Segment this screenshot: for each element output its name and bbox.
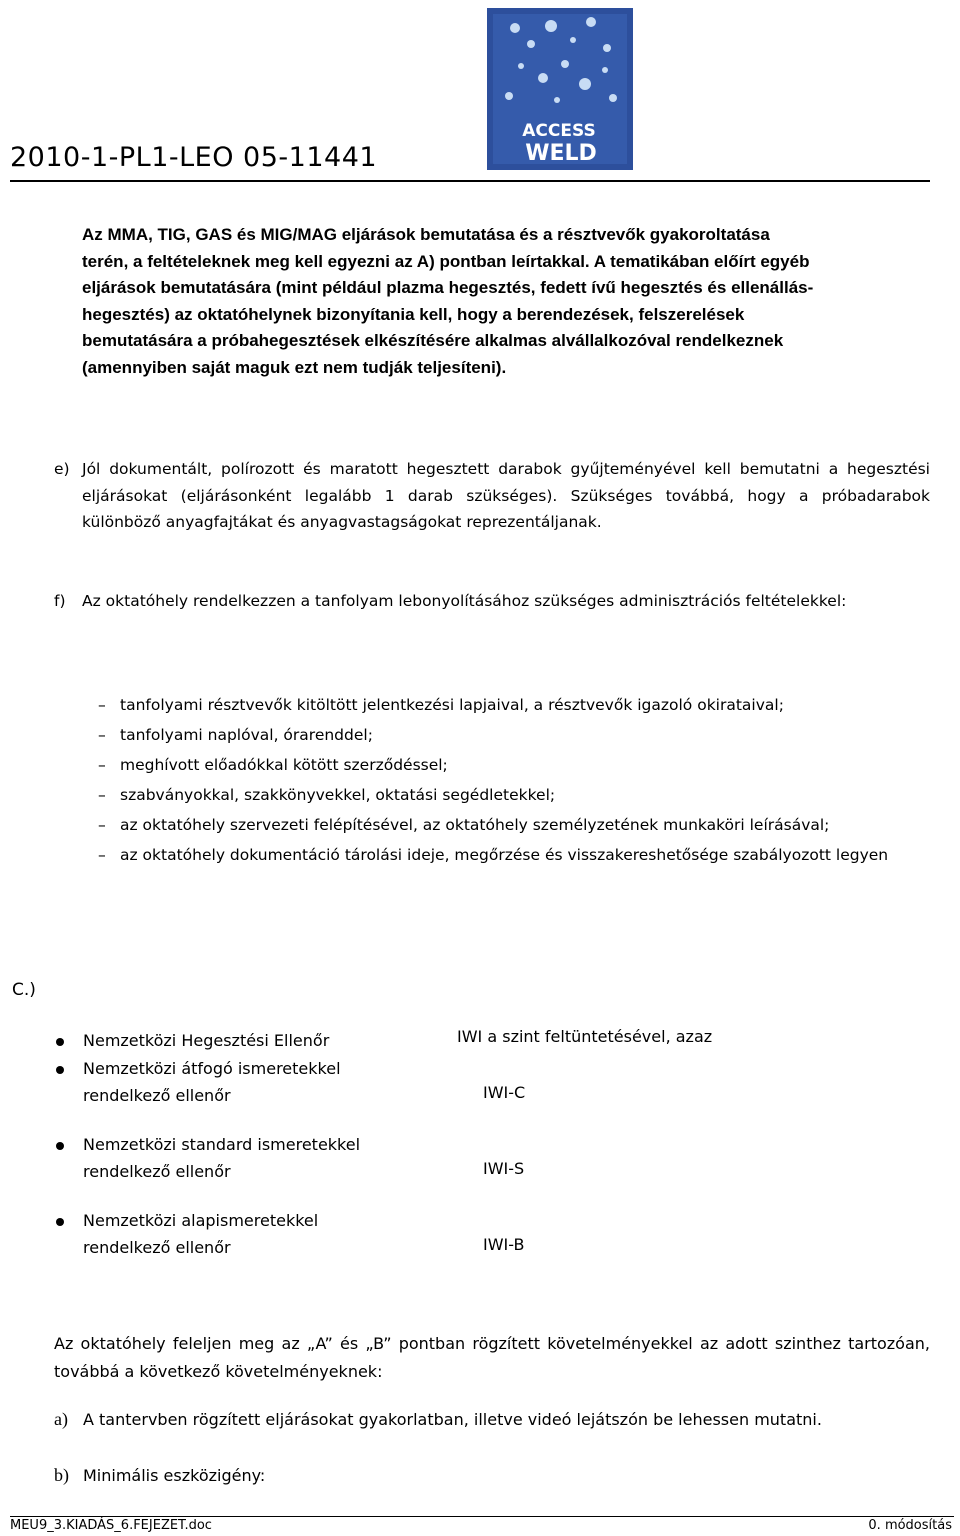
intro-paragraph [82,222,930,381]
closing-paragraph: Az oktatóhely feleljen meg az „A” és „B” pontban rögzített követelményekkel az adott szinthez tartozóan, továbbá a következő követelményeknek: [54,1334,930,1381]
closing-item-b-marker: b) [54,1465,69,1485]
item-f [54,588,930,615]
bullet-dot-icon [56,1038,64,1046]
section-c-label: C.) [12,980,36,1000]
intro-line-5: bemutatására a próbahegesztések elkészítésére alkalmas alvállalkozóval rendelkeznek [82,331,784,350]
dash-bullet-icon: – [98,726,106,744]
dash-bullet-icon: – [98,696,106,714]
iwi-code: IWI-B [483,1235,525,1254]
iwi-header: IWI a szint feltüntetésével, azaz [457,1027,713,1046]
list-item: – az oktatóhely szervezeti felépítésével, az oktatóhely személyzetének munkaköri leírásával; [98,810,930,840]
dash-bullet-icon: – [98,756,106,774]
iwi-code: IWI-C [483,1083,526,1102]
closing-item-a-text: A tantervben rögzített eljárásokat gyakorlatban, illetve videó lejátszón be lehessen mutatni. [83,1410,822,1429]
bullet-dot-icon [56,1142,64,1150]
list-item: – az oktatóhely dokumentáció tárolási ideje, megőrzése és visszakereshetősége szabályozott legyen [98,840,930,870]
admin-requirements-list [98,690,930,870]
item-e-text: Jól dokumentált, polírozott és maratott hegesztett darabok gyűjteményével kell bemutatni a hegesztési eljárásokat (eljárásonként legalább 1 darab szükséges). Szükséges továbbá, hogy a próbadarabok különböző anyagfajtákat és anyagvastagságokat reprezentáljanak. [82,460,930,531]
list-item: – szabványokkal, szakkönyvekkel, oktatási segédletekkel; [98,780,930,810]
item-e-marker: e) [54,460,70,478]
intro-line-1: Az MMA, TIG, GAS és MIG/MAG eljárások bemutatása és a résztvevők gyakoroltatása [82,225,770,244]
intro-line-2: terén, a feltételeknek meg kell egyezni az A) pontban leírtakkal. A tematikában előírt egyéb [82,251,810,271]
list-item: – tanfolyami naplóval, órarenddel; [98,720,930,750]
intro-line-4: hegesztés) az oktatóhelynek bizonyítania kell, hogy a berendezések, felszerelések [82,304,745,324]
closing-item-a [54,1406,930,1460]
intro-line-6: (amennyiben saját maguk ezt nem tudják teljesíteni). [82,357,507,377]
logo-text-weld: WELD [525,141,597,166]
closing-item-b [54,1462,930,1489]
closing-item-b-text: Minimális eszközigény: [83,1466,266,1485]
access-weld-logo [487,8,633,170]
closing-item-a-marker: a) [54,1409,68,1429]
item-f-text: Az oktatóhely rendelkezzen a tanfolyam lebonyolításához szükséges adminisztrációs feltételekkel: [82,592,847,610]
dash-bullet-icon: – [98,786,106,804]
logo-text-access: ACCESS [522,121,596,141]
list-item: – tanfolyami résztvevők kitöltött jelentkezési lapjaival, a résztvevők igazoló okirataival; [98,690,930,720]
header-divider [10,180,930,182]
list-item: – meghívott előadókkal kötött szerződéssel; [98,750,930,780]
item-f-marker: f) [54,592,66,610]
intro-line-3: eljárások bemutatására (mint például plazma hegesztés, fedett ívű hegesztés és ellenállás- [82,278,814,297]
footer-divider [10,1516,954,1517]
dash-bullet-icon: – [98,816,106,834]
dash-bullet-icon: – [98,846,106,864]
bullet-dot-icon [56,1066,64,1074]
iwi-code: IWI-S [483,1159,525,1178]
footer-filename: MEU9_3.KIADÁS_6.FEJEZET.doc [10,1518,212,1533]
document-header-title: 2010-1-PL1-LEO 05-11441 [10,142,378,173]
item-e [54,456,930,536]
bullet-dot-icon [56,1218,64,1226]
footer-revision: 0. módosítás [868,1518,952,1533]
